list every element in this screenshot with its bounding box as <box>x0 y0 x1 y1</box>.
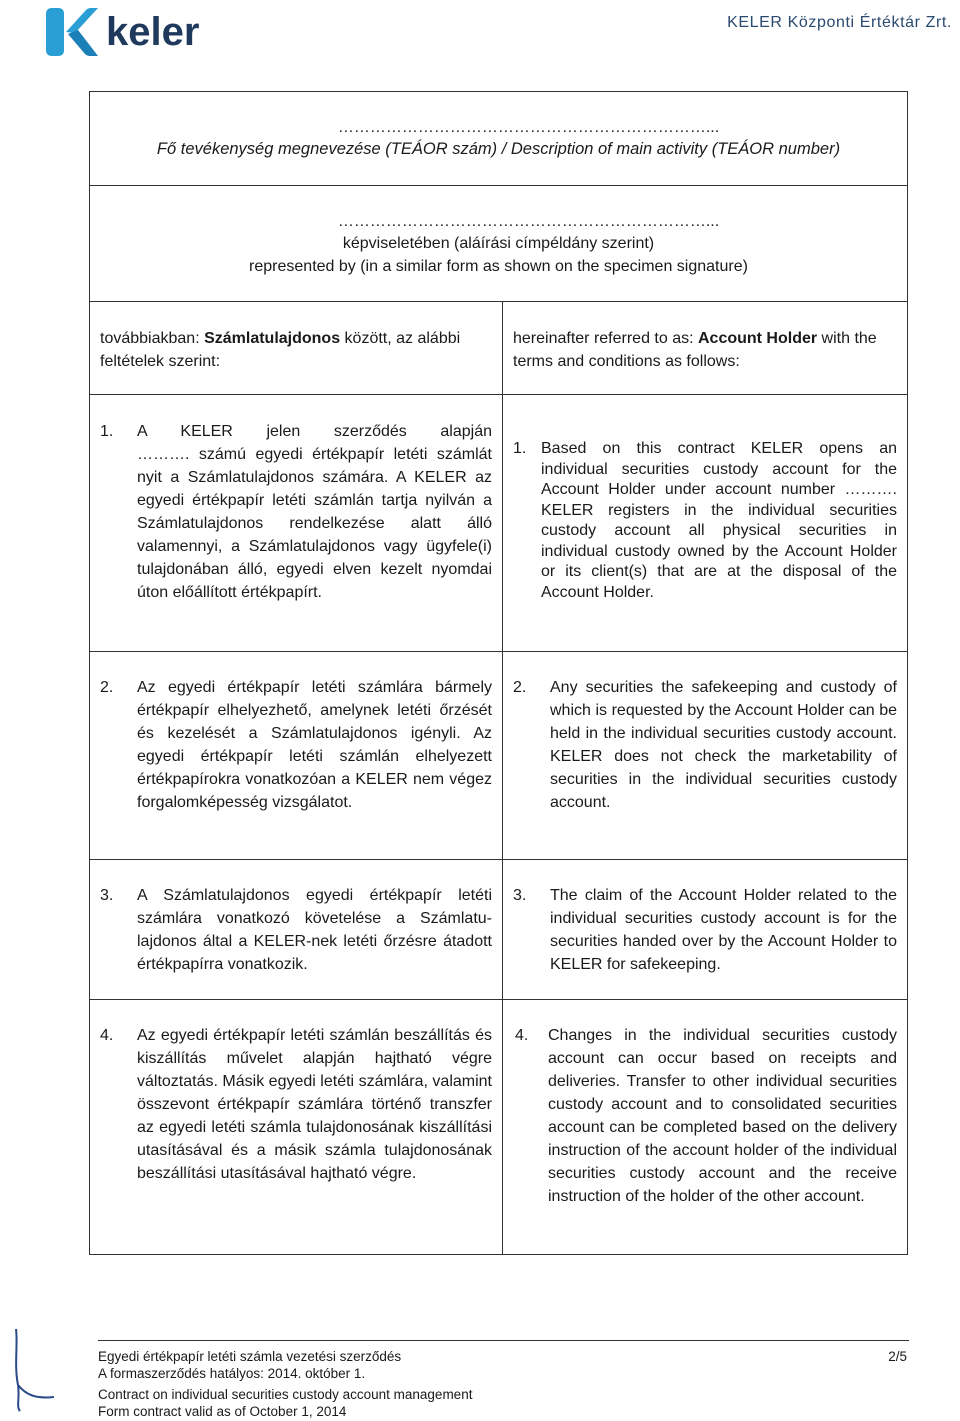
company-name: KELER Központi Értéktár Zrt. <box>727 14 952 31</box>
section-2-row <box>90 652 908 860</box>
footer-title-hu: Egyedi értékpapír letéti számla vezetési szerződés <box>98 1349 402 1364</box>
hereinafter-hu-pre: továbbiakban: <box>100 330 205 347</box>
page-number: 2/5 <box>888 1349 907 1364</box>
keler-k-icon <box>44 8 100 56</box>
section-4-en-item <box>515 1024 897 1208</box>
hereinafter-hu-cell <box>90 302 503 395</box>
hereinafter-row <box>90 302 908 395</box>
page-footer <box>98 1340 909 1420</box>
activity-row <box>90 92 908 186</box>
page-header <box>0 0 960 70</box>
section-3-en-text: The claim of the Account Holder related to the individual securities custody account is for the securities handed over by the Account Holder to KELER for safekeeping. <box>550 887 897 973</box>
section-1-hu-text: ………. számú egyedi értékpapír letéti számlát nyit a Számlatulajdonos számára. A KELER az egyedi értékpapír letéti számlán tartja nyilván a Számlatulajdonos rendelkezése alatt álló valamennyi, a Számlatulajdonos vagy ügyfele(i) tulajdonában álló, egyedi elven kezelt nyomdai úton előállított értékpapírt. <box>137 446 492 601</box>
section-4-en-cell <box>503 1000 908 1255</box>
footer-valid-hu: A formaszerződés hatályos: 2014. október 1. <box>98 1365 366 1381</box>
footer-title-en: Contract on individual securities custody account management <box>98 1387 473 1402</box>
activity-cell <box>90 92 908 186</box>
hereinafter-hu-term: Számlatulajdonos <box>204 330 341 347</box>
hereinafter-en-cell <box>503 302 908 395</box>
represented-hu: képviseletében (aláírási címpéldány szerint) <box>342 235 655 252</box>
signature-mark <box>6 1325 62 1415</box>
section-4-en-number: 4. <box>515 1027 529 1044</box>
section-3-en-cell <box>503 860 908 1000</box>
section-4-en-text: Changes in the individual securities custody account can occur based on receipts and deliveries. Transfer to other individual securities custody account and to consolidated securities account can be completed based on the delivery instruction of the account holder of the individual securities custody account and the receive instruction of the holder of the other account. <box>548 1027 897 1205</box>
section-2-hu-text: Az egyedi értékpapír letéti számlára bármely értékpapír elhelyezhető, amelynek letéti őrzését és kezelését a Számlatulajdonos igényli. Az egyedi értékpapír letéti számlán elhelyezett értékpapírokra vonatkozóan a KELER nem végez forgalomképesség vizsgálatot. <box>137 679 492 811</box>
footer-valid-en: Form contract valid as of October 1, 2014 <box>98 1403 347 1419</box>
section-4-hu-item <box>100 1024 492 1185</box>
section-3-row <box>90 860 908 1000</box>
section-3-hu-item <box>100 884 492 976</box>
section-2-en-text: Any securities the safekeeping and custody of which is requested by the Account Holder can be held in the individual securities custody account. KELER does not check the marketability of securities in the individual securities custody account. <box>550 679 897 811</box>
keler-logo <box>44 8 214 56</box>
section-2-hu-number: 2. <box>100 679 114 696</box>
section-1-en-item <box>513 439 897 603</box>
section-3-hu-cell <box>90 860 503 1000</box>
hereinafter-en-term: Account Holder <box>697 330 818 347</box>
section-1-hu-number: 1. <box>100 423 114 440</box>
section-3-hu-number: 3. <box>100 887 114 904</box>
section-1-hu-first-line: A KELER jelen szerződés alapján <box>137 423 492 440</box>
hereinafter-en-pre: hereinafter referred to as: <box>513 330 698 347</box>
represented-en: represented by (in a similar form as shown on the specimen signature) <box>249 258 748 275</box>
section-1-en-text: Based on this contract KELER opens an individual securities custody account for the Account Holder under account number ………. KELER registers in the individual securities custody account all physical securities in individual custody owned by the Account Holder or its client(s) that are at the disposal of the Account Holder. <box>541 440 897 601</box>
section-4-hu-text: Az egyedi értékpapír letéti számlán beszállítás és kiszállítás művelet alapján hajtható végre változtatás. Másik egyedi letéti számlára, valamint összevont értékpapír számlára történő transzfer az egyedi letéti számla tulajdonosának kiszállítási utasításával és a másik számla tulajdonosának beszállítási utasításával hajtható végre. <box>137 1027 492 1182</box>
section-1-en-cell <box>503 395 908 652</box>
section-3-en-item <box>513 884 897 976</box>
section-4-hu-cell <box>90 1000 503 1255</box>
section-2-en-cell <box>503 652 908 860</box>
activity-label: Fő tevékenység megnevezése (TEÁOR szám) / Description of main activity (TEÁOR number) <box>156 140 841 158</box>
logo-wordmark: keler <box>106 10 200 54</box>
hereinafter-hu-post: között, az alábbi feltételek szerint: <box>100 330 461 370</box>
section-2-en-number: 2. <box>513 679 527 696</box>
hereinafter-en-post: with the terms and conditions as follows: <box>513 330 877 370</box>
section-1-hu-item <box>100 420 492 443</box>
contract-table <box>89 91 908 1255</box>
section-2-en-item <box>513 676 897 814</box>
section-4-hu-number: 4. <box>100 1027 114 1044</box>
represented-dots: ……………………………………………………………... <box>337 213 720 230</box>
section-1-hu-cell <box>90 395 503 652</box>
section-2-hu-item <box>100 676 492 814</box>
section-1-row <box>90 395 908 652</box>
represented-row <box>90 186 908 302</box>
section-2-hu-cell <box>90 652 503 860</box>
section-4-row <box>90 1000 908 1255</box>
activity-dots: ……………………………………………………………... <box>337 119 720 136</box>
represented-cell <box>90 186 908 302</box>
section-1-en-number: 1. <box>513 440 527 457</box>
section-3-en-number: 3. <box>513 887 527 904</box>
section-3-hu-text: A Számlatulajdonos egyedi értékpapír letéti számlára vonatkozó követelése a Számlatulajdonos által a KELER-nek letéti őrzésre átadott értékpapírra vonatkozik. <box>137 887 492 973</box>
